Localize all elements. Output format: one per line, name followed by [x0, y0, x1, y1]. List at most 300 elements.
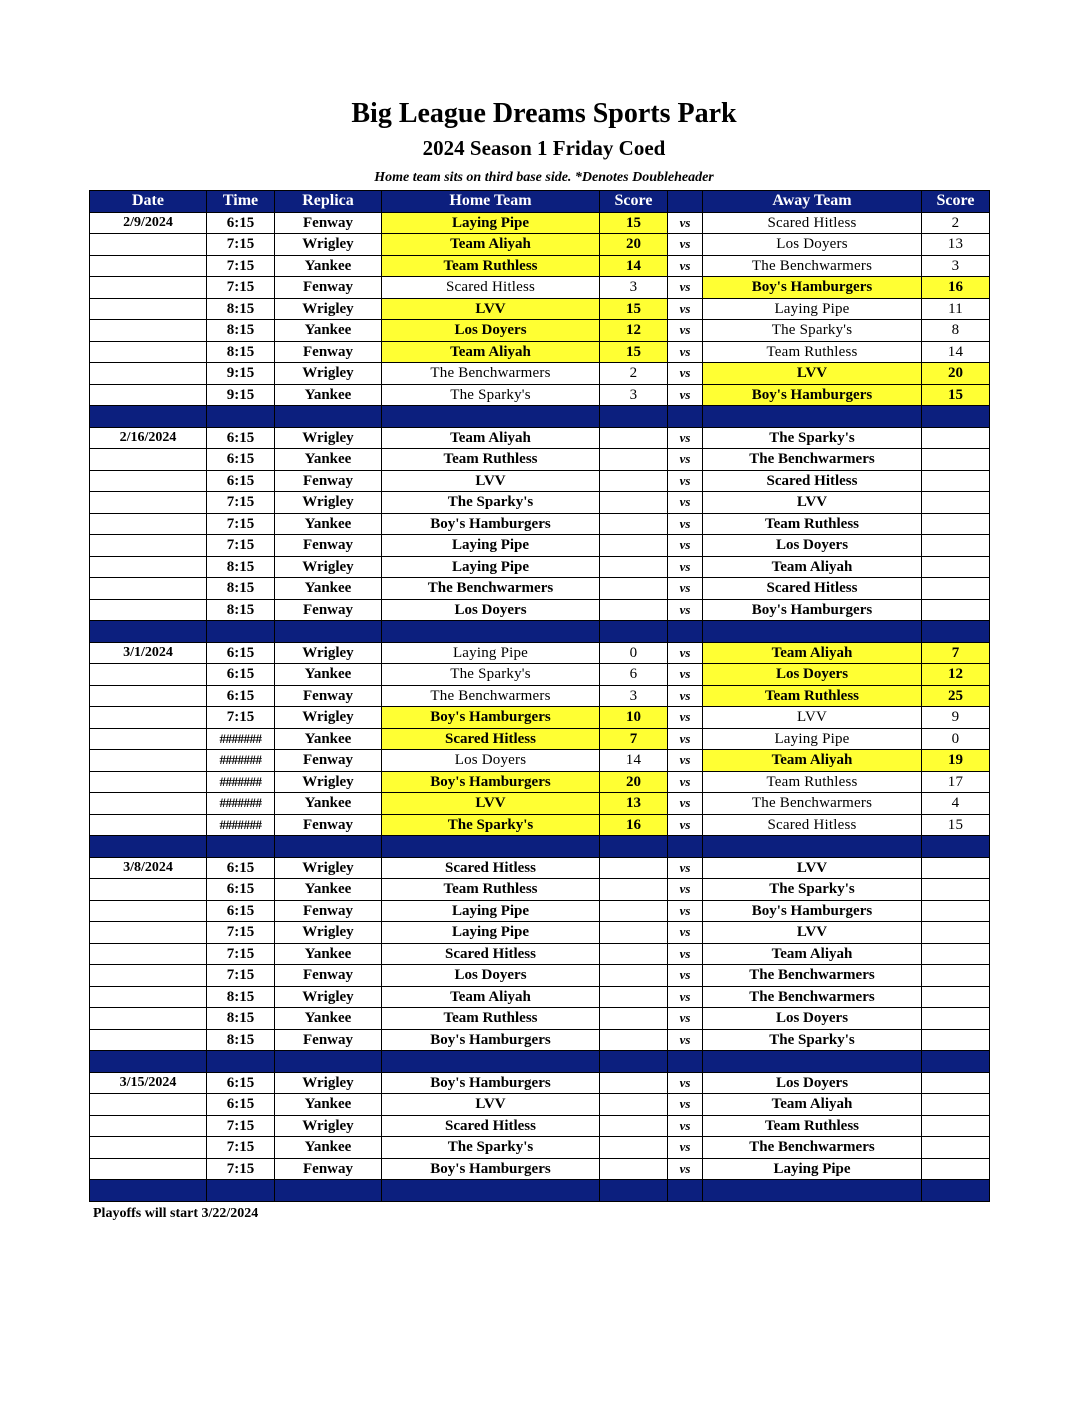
game-date [90, 1137, 207, 1159]
game-replica-field: Wrigley [275, 556, 382, 578]
game-date: 2/16/2024 [90, 427, 207, 449]
home-team: Laying Pipe [382, 556, 600, 578]
away-score: 8 [922, 320, 990, 342]
home-team: Team Aliyah [382, 986, 600, 1008]
away-score [922, 1158, 990, 1180]
game-row [90, 922, 990, 944]
home-score [600, 900, 668, 922]
separator-cell [668, 1051, 703, 1073]
game-replica-field: Fenway [275, 685, 382, 707]
away-team: Los Doyers [703, 664, 922, 686]
home-team: Boy's Hamburgers [382, 1158, 600, 1180]
separator-cell [90, 836, 207, 858]
away-team: Scared Hitless [703, 814, 922, 836]
away-team: LVV [703, 922, 922, 944]
separator-cell [275, 621, 382, 643]
away-team: Los Doyers [703, 535, 922, 557]
game-row [90, 599, 990, 621]
away-team: Los Doyers [703, 1072, 922, 1094]
separator-cell [382, 406, 600, 428]
game-row [90, 363, 990, 385]
home-score [600, 1115, 668, 1137]
game-date [90, 900, 207, 922]
game-replica-field: Wrigley [275, 1115, 382, 1137]
game-time: ####### [207, 814, 275, 836]
col-header-home-team: Home Team [382, 191, 600, 213]
away-score [922, 986, 990, 1008]
separator-cell [922, 406, 990, 428]
game-time: 8:15 [207, 599, 275, 621]
home-score [600, 1137, 668, 1159]
game-date [90, 1158, 207, 1180]
away-score [922, 427, 990, 449]
away-score: 19 [922, 750, 990, 772]
vs-label: vs [668, 320, 703, 342]
separator-cell [90, 1051, 207, 1073]
away-score: 16 [922, 277, 990, 299]
away-score [922, 599, 990, 621]
game-date [90, 277, 207, 299]
game-time: ####### [207, 793, 275, 815]
game-replica-field: Wrigley [275, 1072, 382, 1094]
away-team: Team Ruthless [703, 513, 922, 535]
away-team: Laying Pipe [703, 728, 922, 750]
vs-label: vs [668, 277, 703, 299]
home-score: 15 [600, 298, 668, 320]
away-team: The Sparky's [703, 879, 922, 901]
game-time: 6:15 [207, 857, 275, 879]
week-separator-row [90, 836, 990, 858]
away-team: LVV [703, 492, 922, 514]
game-date [90, 384, 207, 406]
vs-label: vs [668, 427, 703, 449]
separator-cell [703, 836, 922, 858]
game-row [90, 986, 990, 1008]
vs-label: vs [668, 1115, 703, 1137]
game-row [90, 535, 990, 557]
vs-label: vs [668, 943, 703, 965]
separator-cell [382, 1051, 600, 1073]
game-row [90, 341, 990, 363]
game-replica-field: Fenway [275, 750, 382, 772]
away-team: The Sparky's [703, 1029, 922, 1051]
game-row [90, 1029, 990, 1051]
home-team: Scared Hitless [382, 728, 600, 750]
away-score [922, 449, 990, 471]
home-score: 10 [600, 707, 668, 729]
home-score: 2 [600, 363, 668, 385]
away-score: 7 [922, 642, 990, 664]
away-score: 9 [922, 707, 990, 729]
home-team: Scared Hitless [382, 1115, 600, 1137]
game-date [90, 449, 207, 471]
away-score [922, 922, 990, 944]
home-score: 7 [600, 728, 668, 750]
game-row [90, 1158, 990, 1180]
game-row [90, 1094, 990, 1116]
away-team: Boy's Hamburgers [703, 900, 922, 922]
home-team: Los Doyers [382, 965, 600, 987]
game-time: 7:15 [207, 255, 275, 277]
home-score: 3 [600, 384, 668, 406]
game-date [90, 814, 207, 836]
home-score: 14 [600, 255, 668, 277]
home-score: 13 [600, 793, 668, 815]
home-team: The Benchwarmers [382, 685, 600, 707]
game-time: 8:15 [207, 556, 275, 578]
game-time: ####### [207, 771, 275, 793]
game-row [90, 943, 990, 965]
game-replica-field: Wrigley [275, 642, 382, 664]
home-team: Laying Pipe [382, 900, 600, 922]
away-team: The Benchwarmers [703, 255, 922, 277]
col-header-away-team: Away Team [703, 191, 922, 213]
away-score [922, 470, 990, 492]
game-time: 8:15 [207, 986, 275, 1008]
home-score: 12 [600, 320, 668, 342]
separator-cell [703, 1051, 922, 1073]
game-time: 7:15 [207, 943, 275, 965]
vs-label: vs [668, 1008, 703, 1030]
away-team: The Benchwarmers [703, 965, 922, 987]
game-replica-field: Wrigley [275, 234, 382, 256]
home-score [600, 599, 668, 621]
game-time: 6:15 [207, 1072, 275, 1094]
home-score: 6 [600, 664, 668, 686]
vs-label: vs [668, 449, 703, 471]
game-date [90, 234, 207, 256]
vs-label: vs [668, 707, 703, 729]
game-row [90, 1137, 990, 1159]
away-score: 20 [922, 363, 990, 385]
game-row [90, 857, 990, 879]
home-score [600, 470, 668, 492]
home-team: Laying Pipe [382, 212, 600, 234]
home-score [600, 492, 668, 514]
away-score [922, 1115, 990, 1137]
away-score [922, 556, 990, 578]
home-team: Boy's Hamburgers [382, 513, 600, 535]
game-replica-field: Yankee [275, 1008, 382, 1030]
vs-label: vs [668, 384, 703, 406]
game-replica-field: Wrigley [275, 986, 382, 1008]
col-header-away-score: Score [922, 191, 990, 213]
away-team: The Benchwarmers [703, 1137, 922, 1159]
away-score [922, 1029, 990, 1051]
game-row [90, 492, 990, 514]
away-team: The Sparky's [703, 320, 922, 342]
home-score: 0 [600, 642, 668, 664]
separator-cell [382, 621, 600, 643]
away-team: The Benchwarmers [703, 793, 922, 815]
game-time: 7:15 [207, 922, 275, 944]
away-score: 12 [922, 664, 990, 686]
separator-cell [275, 1051, 382, 1073]
game-row [90, 556, 990, 578]
table-header-row [90, 191, 990, 213]
vs-label: vs [668, 1029, 703, 1051]
week-separator-row [90, 1180, 990, 1202]
vs-label: vs [668, 556, 703, 578]
home-team: Scared Hitless [382, 277, 600, 299]
away-team: Los Doyers [703, 1008, 922, 1030]
away-score [922, 879, 990, 901]
home-score [600, 1008, 668, 1030]
home-team: LVV [382, 298, 600, 320]
game-replica-field: Yankee [275, 384, 382, 406]
vs-label: vs [668, 1137, 703, 1159]
game-replica-field: Yankee [275, 728, 382, 750]
away-score: 2 [922, 212, 990, 234]
game-date: 2/9/2024 [90, 212, 207, 234]
page-subtitle: 2024 Season 1 Friday Coed [422, 136, 666, 160]
vs-label: vs [668, 642, 703, 664]
game-row [90, 728, 990, 750]
away-team: LVV [703, 363, 922, 385]
vs-label: vs [668, 793, 703, 815]
game-date [90, 363, 207, 385]
home-team: Los Doyers [382, 750, 600, 772]
game-time: 8:15 [207, 320, 275, 342]
game-date [90, 298, 207, 320]
vs-label: vs [668, 298, 703, 320]
vs-label: vs [668, 1094, 703, 1116]
home-score [600, 965, 668, 987]
game-row [90, 750, 990, 772]
schedule-table [89, 190, 990, 1202]
home-team: The Sparky's [382, 384, 600, 406]
game-row [90, 814, 990, 836]
home-score: 16 [600, 814, 668, 836]
away-team: Scared Hitless [703, 578, 922, 600]
game-replica-field: Yankee [275, 1137, 382, 1159]
home-score [600, 857, 668, 879]
home-team: Team Aliyah [382, 234, 600, 256]
game-time: 7:15 [207, 535, 275, 557]
home-team: Team Aliyah [382, 341, 600, 363]
separator-cell [703, 621, 922, 643]
home-team: Laying Pipe [382, 642, 600, 664]
game-time: 7:15 [207, 707, 275, 729]
away-score [922, 965, 990, 987]
home-score: 15 [600, 212, 668, 234]
game-replica-field: Fenway [275, 470, 382, 492]
game-row [90, 255, 990, 277]
game-replica-field: Fenway [275, 1029, 382, 1051]
away-score [922, 1094, 990, 1116]
home-team: Scared Hitless [382, 857, 600, 879]
separator-cell [90, 1180, 207, 1202]
away-score: 15 [922, 384, 990, 406]
game-date [90, 556, 207, 578]
game-time: 6:15 [207, 470, 275, 492]
vs-label: vs [668, 513, 703, 535]
home-team: Boy's Hamburgers [382, 707, 600, 729]
game-replica-field: Wrigley [275, 427, 382, 449]
away-team: Boy's Hamburgers [703, 277, 922, 299]
home-team: The Sparky's [382, 492, 600, 514]
game-date: 3/1/2024 [90, 642, 207, 664]
game-date [90, 578, 207, 600]
game-row [90, 513, 990, 535]
game-time: 8:15 [207, 1008, 275, 1030]
separator-cell [600, 836, 668, 858]
away-score [922, 513, 990, 535]
home-team: The Benchwarmers [382, 578, 600, 600]
game-replica-field: Fenway [275, 599, 382, 621]
home-team: LVV [382, 793, 600, 815]
home-score [600, 1094, 668, 1116]
game-row [90, 1072, 990, 1094]
game-replica-field: Wrigley [275, 771, 382, 793]
game-replica-field: Fenway [275, 535, 382, 557]
home-team: Los Doyers [382, 599, 600, 621]
vs-label: vs [668, 212, 703, 234]
home-team: Team Aliyah [382, 427, 600, 449]
away-score [922, 943, 990, 965]
game-date [90, 965, 207, 987]
home-score: 3 [600, 277, 668, 299]
game-row [90, 642, 990, 664]
col-header-time: Time [207, 191, 275, 213]
away-team: Los Doyers [703, 234, 922, 256]
game-replica-field: Yankee [275, 943, 382, 965]
home-score: 3 [600, 685, 668, 707]
game-row [90, 427, 990, 449]
away-team: Boy's Hamburgers [703, 384, 922, 406]
away-score: 13 [922, 234, 990, 256]
separator-cell [922, 1051, 990, 1073]
game-time: 6:15 [207, 1094, 275, 1116]
vs-label: vs [668, 234, 703, 256]
game-row [90, 384, 990, 406]
game-row [90, 578, 990, 600]
home-score: 15 [600, 341, 668, 363]
game-time: 6:15 [207, 685, 275, 707]
vs-label: vs [668, 664, 703, 686]
game-replica-field: Yankee [275, 664, 382, 686]
away-team: The Sparky's [703, 427, 922, 449]
separator-cell [668, 836, 703, 858]
home-score [600, 1158, 668, 1180]
game-date [90, 599, 207, 621]
home-team: The Benchwarmers [382, 363, 600, 385]
week-separator-row [90, 621, 990, 643]
game-date [90, 341, 207, 363]
game-replica-field: Fenway [275, 965, 382, 987]
home-team: Team Ruthless [382, 879, 600, 901]
away-team: Team Aliyah [703, 750, 922, 772]
away-team: Boy's Hamburgers [703, 599, 922, 621]
game-date [90, 728, 207, 750]
game-row [90, 900, 990, 922]
away-score [922, 1008, 990, 1030]
game-date [90, 922, 207, 944]
vs-label: vs [668, 728, 703, 750]
separator-cell [703, 406, 922, 428]
away-score: 14 [922, 341, 990, 363]
away-score [922, 900, 990, 922]
game-time: 7:15 [207, 1137, 275, 1159]
col-header-home-score: Score [600, 191, 668, 213]
away-score [922, 578, 990, 600]
game-replica-field: Wrigley [275, 707, 382, 729]
game-time: 6:15 [207, 664, 275, 686]
game-time: 6:15 [207, 427, 275, 449]
separator-cell [703, 1180, 922, 1202]
home-team: Team Ruthless [382, 449, 600, 471]
away-score [922, 857, 990, 879]
home-team: Los Doyers [382, 320, 600, 342]
vs-label: vs [668, 470, 703, 492]
vs-label: vs [668, 986, 703, 1008]
game-replica-field: Yankee [275, 578, 382, 600]
away-team: Team Ruthless [703, 685, 922, 707]
vs-label: vs [668, 857, 703, 879]
game-replica-field: Wrigley [275, 922, 382, 944]
game-row [90, 793, 990, 815]
separator-cell [207, 1180, 275, 1202]
vs-label: vs [668, 1072, 703, 1094]
home-team: Laying Pipe [382, 922, 600, 944]
game-row [90, 470, 990, 492]
away-score [922, 1072, 990, 1094]
game-row [90, 965, 990, 987]
vs-label: vs [668, 965, 703, 987]
game-time: 7:15 [207, 513, 275, 535]
game-replica-field: Yankee [275, 320, 382, 342]
separator-cell [275, 406, 382, 428]
separator-cell [275, 1180, 382, 1202]
game-replica-field: Fenway [275, 341, 382, 363]
game-time: 8:15 [207, 341, 275, 363]
away-team: Team Aliyah [703, 556, 922, 578]
game-time: ####### [207, 728, 275, 750]
vs-label: vs [668, 814, 703, 836]
vs-label: vs [668, 685, 703, 707]
home-score [600, 879, 668, 901]
game-date [90, 1029, 207, 1051]
away-score: 17 [922, 771, 990, 793]
away-team: Team Ruthless [703, 771, 922, 793]
separator-cell [668, 1180, 703, 1202]
vs-label: vs [668, 750, 703, 772]
home-team: Scared Hitless [382, 943, 600, 965]
week-separator-row [90, 406, 990, 428]
home-score [600, 556, 668, 578]
game-replica-field: Yankee [275, 1094, 382, 1116]
separator-cell [600, 406, 668, 428]
col-header-vs [668, 191, 703, 213]
home-team: Team Ruthless [382, 255, 600, 277]
away-team: Team Ruthless [703, 341, 922, 363]
game-date [90, 707, 207, 729]
game-date: 3/15/2024 [90, 1072, 207, 1094]
home-score [600, 986, 668, 1008]
vs-label: vs [668, 363, 703, 385]
vs-label: vs [668, 599, 703, 621]
vs-label: vs [668, 492, 703, 514]
game-replica-field: Yankee [275, 879, 382, 901]
game-date [90, 750, 207, 772]
game-date [90, 1115, 207, 1137]
home-team: Laying Pipe [382, 535, 600, 557]
game-replica-field: Yankee [275, 513, 382, 535]
game-date [90, 1008, 207, 1030]
separator-cell [207, 836, 275, 858]
game-time: 6:15 [207, 900, 275, 922]
separator-cell [922, 836, 990, 858]
